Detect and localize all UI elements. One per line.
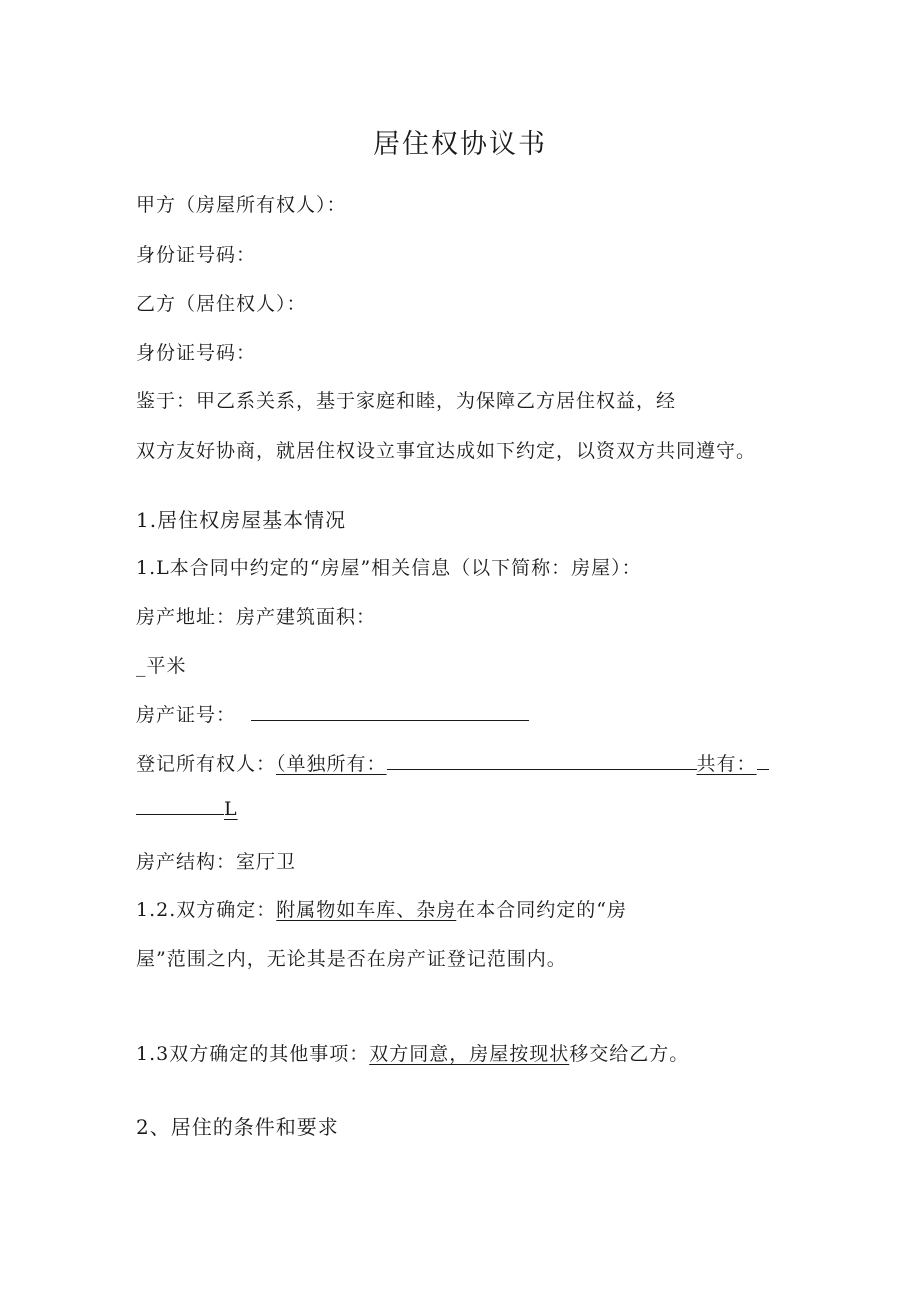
owner-joint-label: 共有：	[696, 753, 757, 775]
whereas-line-2: 双方友好协商，就居住权设立事宜达成如下约定，以资双方共同遵守。	[136, 440, 757, 462]
owner-close-mark: L	[224, 798, 238, 820]
owner-close-line	[136, 798, 238, 820]
clause-1-2-suffix: 在本合同约定的“房	[456, 899, 627, 921]
owner-line	[136, 749, 769, 776]
section-2-heading: 2、居住的条件和要求	[136, 1115, 339, 1139]
party-b-line: 乙方（居住权人）：	[136, 293, 307, 315]
section-1-heading: 1.居住权房屋基本情况	[136, 508, 347, 532]
cert-number-label: 房产证号：	[136, 704, 237, 726]
structure-line: 房产结构：室厅卫	[136, 851, 297, 873]
owner-label: 登记所有权人：	[136, 753, 277, 775]
cert-number-line	[136, 700, 529, 727]
clause-1-3-underlined: 双方同意，房屋按现状	[369, 1043, 570, 1065]
clause-1-1: 1.L本合同中约定的“房屋”相关信息（以下简称：房屋）：	[136, 557, 642, 579]
clause-1-3-suffix: 移交给乙方。	[569, 1043, 690, 1065]
whereas-line-1: 鉴于：甲乙系关系，基于家庭和睦，为保障乙方居住权益，经	[136, 390, 677, 412]
owner-single-label: （单独所有：	[276, 753, 387, 775]
clause-1-2-prefix: 1.2.双方确定：	[136, 899, 277, 921]
cert-number-blank	[251, 704, 529, 721]
area-unit-line: _平米	[136, 655, 187, 677]
clause-1-2-underlined: 附属物如车库、杂房	[276, 899, 457, 921]
clause-1-2-line-2: 屋”范围之内，无论其是否在房产证登记范围内。	[136, 948, 567, 970]
clause-1-2-line-1	[136, 895, 627, 922]
party-a-id-line: 身份证号码：	[136, 244, 257, 266]
owner-joint-blank	[757, 753, 769, 770]
document-title: 居住权协议书	[373, 129, 547, 160]
owner-close-blank	[136, 798, 224, 815]
party-b-id-line: 身份证号码：	[136, 342, 257, 364]
owner-single-blank	[387, 753, 697, 770]
clause-1-3-line	[136, 1039, 689, 1066]
address-area-line: 房产地址：房产建筑面积：	[136, 606, 377, 628]
clause-1-3-prefix: 1.3双方确定的其他事项：	[136, 1043, 370, 1065]
party-a-line: 甲方（房屋所有权人）：	[136, 194, 347, 216]
